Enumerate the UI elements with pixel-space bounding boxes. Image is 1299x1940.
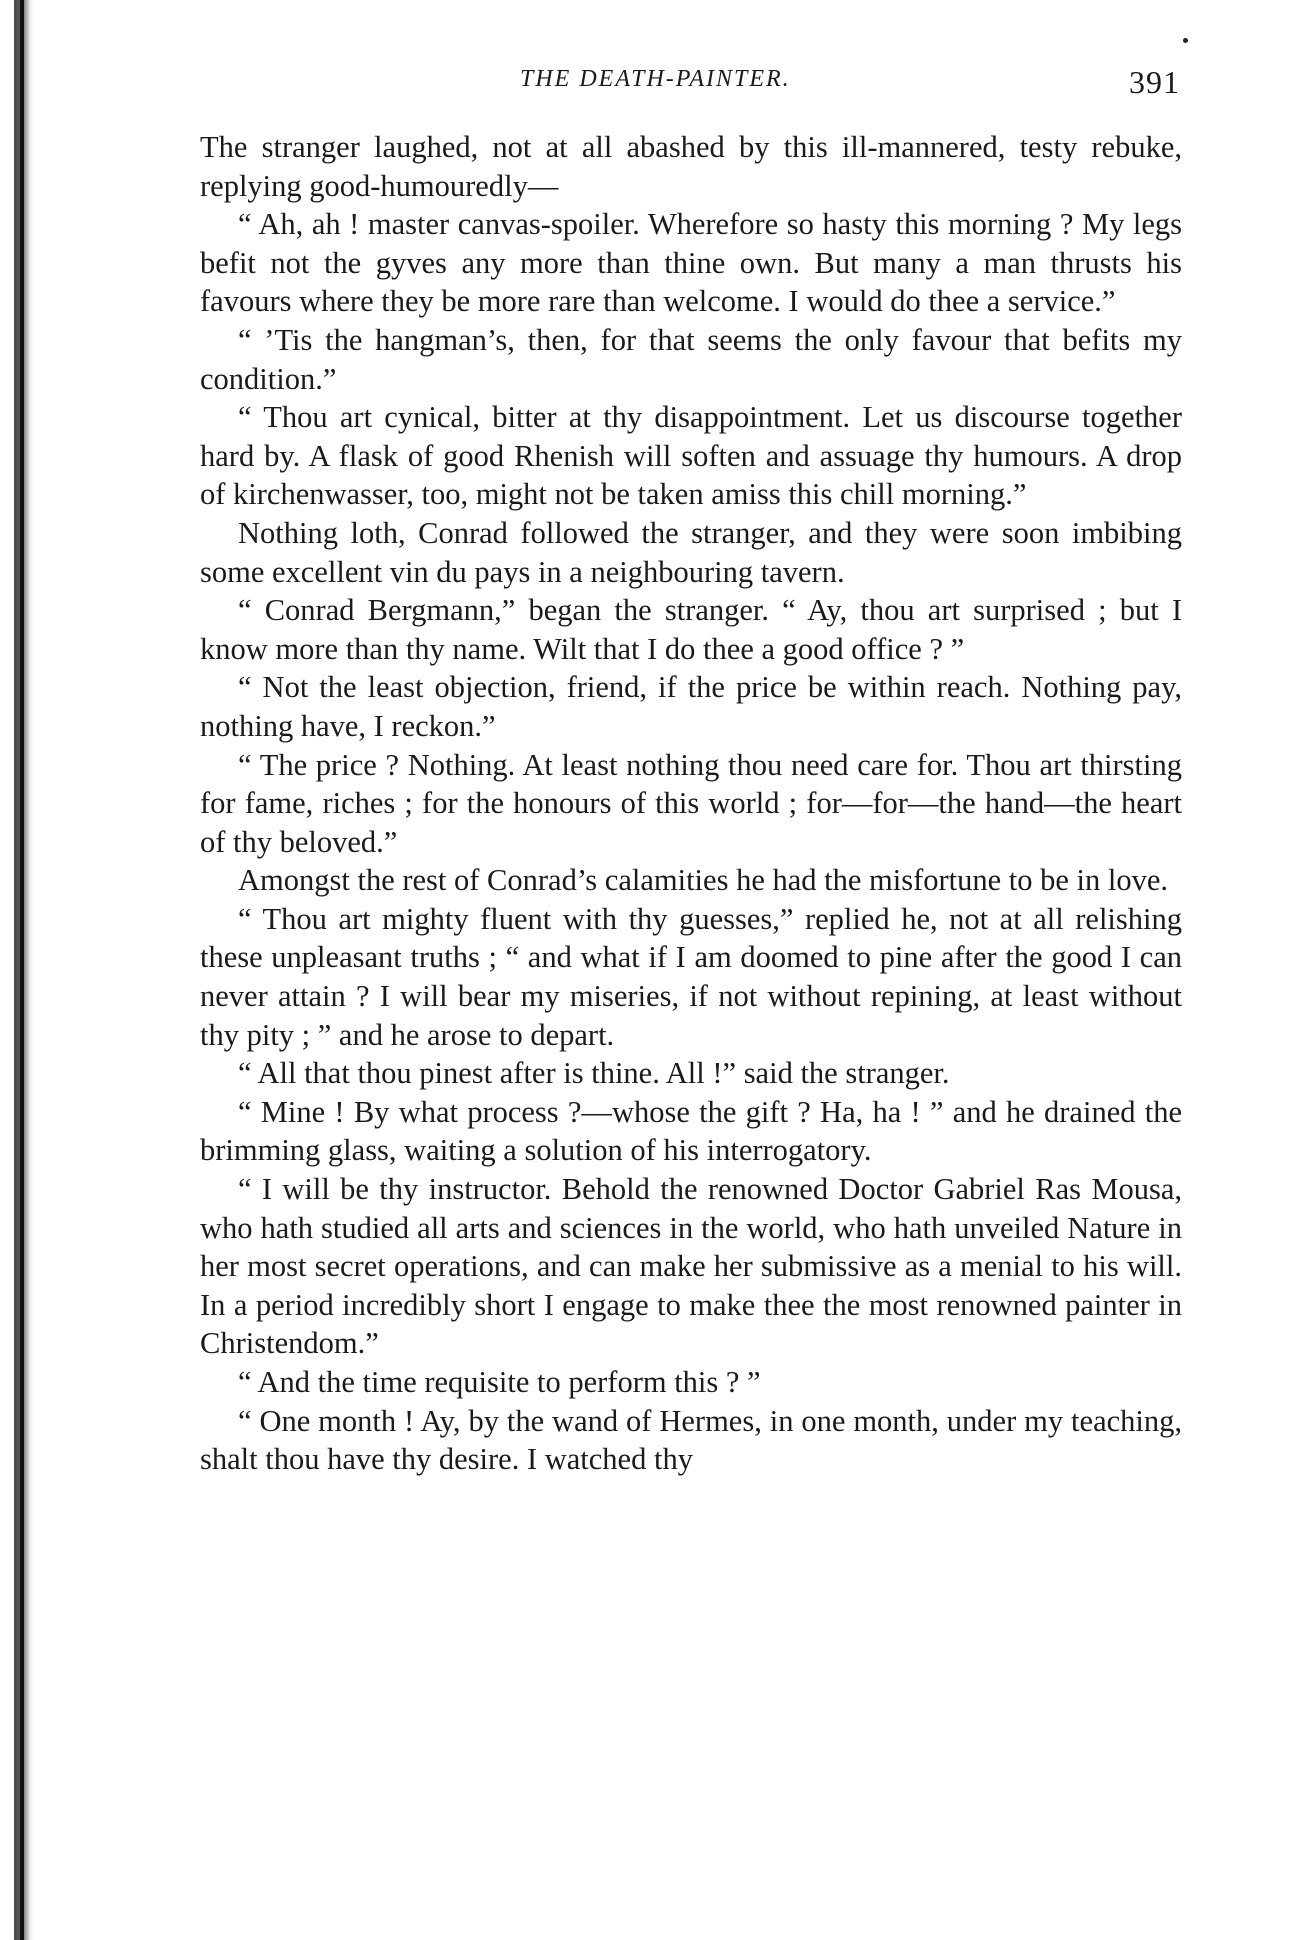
- paragraph: Nothing loth, Conrad followed the stranger, and they were soon imbibing some excellent vin du pays in a neighbouring tavern.: [200, 515, 1182, 589]
- paragraph: “ The price ? Nothing. At least nothing thou need care for. Thou art thirsting for fame, riches ; for the honours of this world ; for—for—the hand—the heart of thy beloved.”: [200, 747, 1182, 859]
- paragraph: “ Thou art cynical, bitter at thy disappointment. Let us discourse together hard by. A flask of good Rhenish will soften and assuage thy humours. A drop of kirchenwasser, too, might not be taken amiss this chill morning.”: [200, 400, 1182, 512]
- paragraph: “ All that thou pinest after is thine. All !” said the stranger.: [238, 1056, 950, 1091]
- paragraph: “ Thou art mighty fluent with thy guesses,” replied he, not at all relishing these unpleasant truths ; “ and what if I am doomed to pine after the good I can never attain ? I will bear my miseries, if not without repining, at least without thy pity ; ” and he arose to depart.: [200, 901, 1182, 1052]
- paragraph: Amongst the rest of Conrad’s calamities he had the misfortune to be in love.: [238, 863, 1169, 898]
- paragraph: The stranger laughed, not at all abashed by this ill-mannered, testy rebuke, replying good-humouredly—: [200, 130, 1182, 203]
- binding-shadow: [14, 0, 36, 1940]
- paragraph: “ Mine ! By what process ?—whose the gift ? Ha, ha ! ” and he drained the brimming glass, waiting a solution of his interrogatory.: [200, 1094, 1182, 1168]
- paragraph: “ Conrad Bergmann,” began the stranger. “ Ay, thou art surprised ; but I know more than thy name. Wilt that I do thee a good office ? ”: [200, 593, 1182, 666]
- page-speck: [1183, 38, 1188, 43]
- page-number: 391: [1129, 64, 1180, 100]
- binding-edge: [20, 0, 24, 1940]
- paragraph: “ I will be thy instructor. Behold the renowned Doctor Gabriel Ras Mousa, who hath studied all arts and sciences in the world, who hath unveiled Nature in her most secret operations, and can make her submissive as a menial to his will. In a period incredibly short I engage to make thee the most renowned painter in Christendom.”: [200, 1172, 1182, 1361]
- paragraph: “ And the time requisite to perform this ? ”: [238, 1365, 761, 1399]
- paragraph: “ Ah, ah ! master canvas-spoiler. Wherefore so hasty this morning ? My legs befit not the gyves any more than thine own. But many a man thrusts his favours where they be more rare than welcome. I would do thee a service.”: [200, 207, 1182, 319]
- running-title: THE DEATH-PAINTER.: [520, 66, 791, 92]
- paragraph: “ One month ! Ay, by the wand of Hermes, in one month, under my teaching, shalt thou have thy desire. I watched thy: [200, 1403, 1182, 1477]
- body-text: [200, 128, 1182, 1479]
- paragraph: “ Not the least objection, friend, if the price be within reach. Nothing pay, nothing have, I reckon.”: [200, 670, 1182, 743]
- running-head: [200, 64, 1190, 104]
- paragraph: “ ’Tis the hangman’s, then, for that seems the only favour that befits my condition.”: [200, 322, 1182, 396]
